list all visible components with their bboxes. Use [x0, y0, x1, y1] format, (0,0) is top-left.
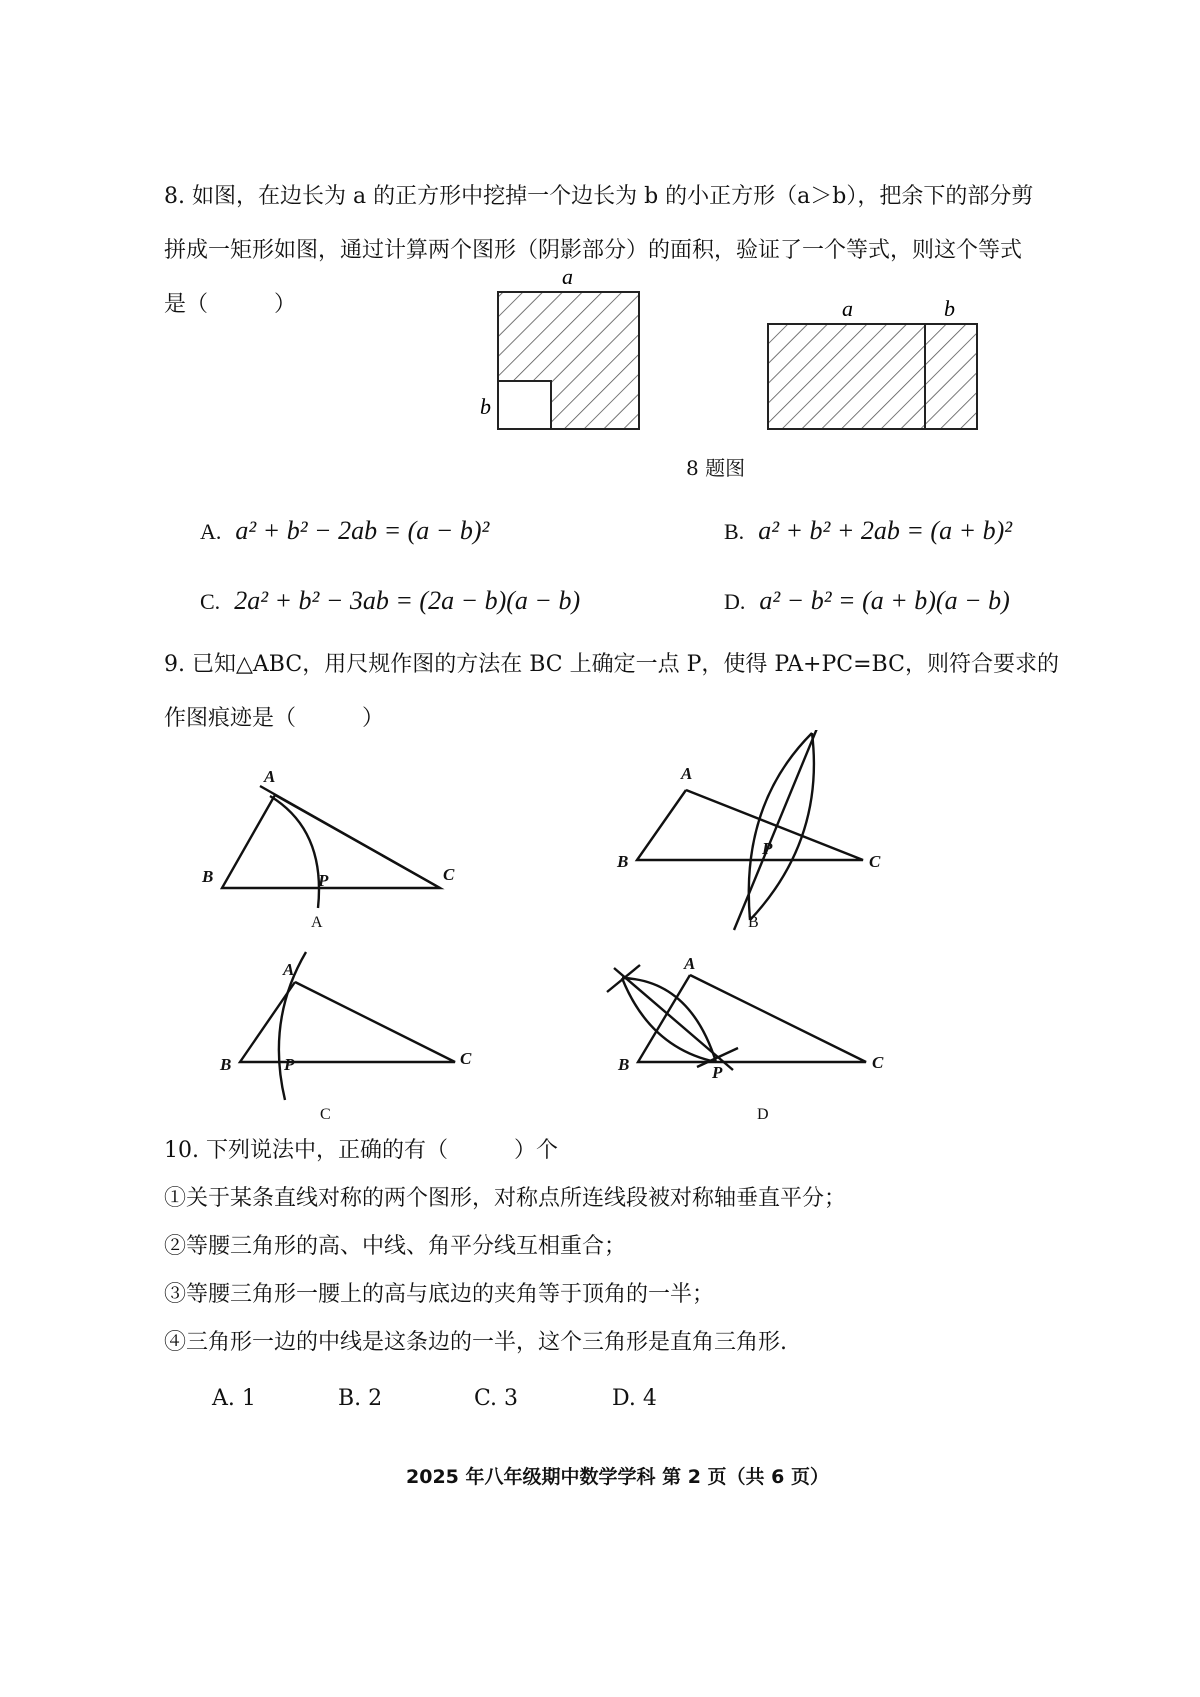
q9-fig-label-c: C — [320, 1106, 331, 1123]
q8-option-b-label: B. — [724, 519, 745, 544]
q10-statement-4: ④三角形一边的中线是这条边的一半，这个三角形是直角三角形. — [164, 1330, 787, 1355]
q9-b-vertex-p: P — [762, 839, 773, 858]
q8-option-a — [200, 516, 489, 546]
q10-option-a: A. 1 — [212, 1386, 256, 1411]
q8-line1: 8. 如图，在边长为 a 的正方形中挖掉一个边长为 b 的小正方形（a＞b），把余下的部分剪 — [164, 184, 1034, 209]
q9-line1: 9. 已知△ABC，用尺规作图的方法在 BC 上确定一点 P，使得 PA+PC=BC，则符合要求的 — [164, 652, 1059, 677]
q8-label-b1: b — [480, 394, 491, 419]
q9-c-vertex-b: B — [220, 1055, 232, 1074]
q9-line2: 作图痕迹是（ ） — [164, 706, 385, 731]
q9-c-vertex-c: C — [460, 1049, 472, 1068]
q9-d-vertex-b: B — [618, 1055, 630, 1074]
q8-option-d-label: D. — [724, 589, 746, 614]
q9-d-vertex-a: A — [684, 954, 696, 973]
q9-b-vertex-a: A — [681, 764, 693, 783]
q9-fig-b — [637, 730, 863, 930]
q10-option-d: D. 4 — [612, 1386, 657, 1411]
q8-option-d — [724, 586, 1010, 616]
q9-b-vertex-c: C — [869, 852, 881, 871]
q9-fig-a — [222, 786, 440, 908]
q8-label-b2: b — [944, 296, 955, 321]
q8-label-a1: a — [562, 264, 573, 289]
q9-c-vertex-a: A — [283, 960, 295, 979]
q8-caption: 8 题图 — [686, 456, 746, 480]
q9-b-vertex-b: B — [617, 852, 629, 871]
q8-option-c — [200, 586, 580, 616]
q8-figure — [0, 260, 1200, 440]
q9-a-vertex-p: P — [318, 871, 329, 890]
page-footer: 2025 年八年级期中数学学科 第 2 页（共 6 页） — [406, 1466, 830, 1488]
q8-line2: 拼成一矩形如图，通过计算两个图形（阴影部分）的面积，验证了一个等式，则这个等式 — [164, 238, 1023, 263]
q9-a-vertex-a: A — [264, 767, 276, 786]
q8-rect-a — [768, 324, 925, 429]
q8-option-d-formula: a² − b² = (a + b)(a − b) — [759, 586, 1010, 615]
q8-label-a2: a — [842, 296, 853, 321]
q9-fig-c — [240, 952, 455, 1100]
q10-option-b: B. 2 — [338, 1386, 383, 1411]
q9-fig-d — [607, 965, 866, 1070]
q10-option-c: C. 3 — [474, 1386, 519, 1411]
q9-fig-label-b: B — [748, 914, 759, 931]
q9-c-vertex-p: P — [284, 1055, 295, 1074]
q9-figures — [0, 730, 1200, 1130]
q8-option-c-label: C. — [200, 589, 221, 614]
q9-a-vertex-c: C — [443, 865, 455, 884]
q8-small-square — [498, 381, 551, 429]
q10-statement-3: ③等腰三角形一腰上的高与底边的夹角等于顶角的一半； — [164, 1282, 715, 1307]
q8-rect-b — [925, 324, 977, 429]
q8-option-c-formula: 2a² + b² − 3ab = (2a − b)(a − b) — [234, 586, 581, 615]
q9-a-vertex-b: B — [202, 867, 214, 886]
q8-option-b — [724, 516, 1012, 546]
q9-fig-label-d: D — [757, 1106, 769, 1123]
q10-stem: 10. 下列说法中，正确的有（ ）个 — [164, 1138, 558, 1163]
q8-line3: 是（ ） — [164, 292, 297, 317]
q8-option-b-formula: a² + b² + 2ab = (a + b)² — [758, 516, 1013, 545]
q10-statement-2: ②等腰三角形的高、中线、角平分线互相重合； — [164, 1234, 627, 1259]
q8-option-a-formula: a² + b² − 2ab = (a − b)² — [235, 516, 490, 545]
q9-fig-label-a: A — [311, 914, 323, 931]
q9-d-vertex-c: C — [872, 1053, 884, 1072]
q10-statement-1: ①关于某条直线对称的两个图形，对称点所连线段被对称轴垂直平分； — [164, 1186, 847, 1211]
q9-d-vertex-p: P — [712, 1063, 723, 1082]
q8-option-a-label: A. — [200, 519, 222, 544]
